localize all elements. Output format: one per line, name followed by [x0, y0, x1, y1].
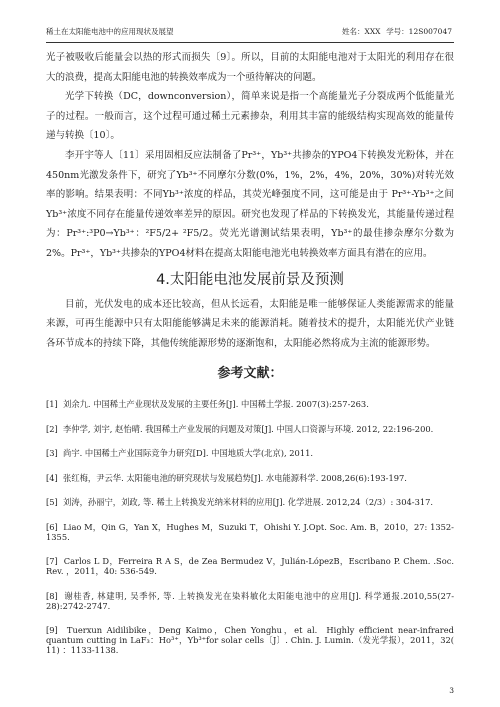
- reference-item: [9] Tuerxun Aidilibike，Deng Kaimo，Chen Yonghu，et al. Highly efficient near-infrared quantum cutting in LaF₃：Ho³⁺，Yb³⁺for solar cells〔J〕. Chin. J. Lumin.（发光学报），2011，32( 11) ：1133-1138.: [46, 625, 454, 656]
- body-paragraph: 李开宇等人〔11〕采用固相反应法制备了Pr³⁺，Yb³⁺共掺杂的YPO4下转换发光粉体，并在450nm光激发条件下，研究了Yb³⁺不同摩尔分数(0%，1%，2%，4%，20%，30%)对转光效率的影响。结果表明：不同Yb³⁺浓度的样品，其荧光峰强度不同，这可能是由于 Pr³⁺-Yb³⁺之间Yb³⁺浓度不同存在能量传递效率差异的原因。研究也发现了样品的下转换发光，其能量传递过程为：Pr³⁺:³P0→Yb³⁺：²F5/2+ ²F5/2。荧光光谱测试结果表明，Yb³⁺的最佳掺杂摩尔分数为2%。Pr³⁺，Yb³⁺共掺杂的YPO4材料在提高太阳能电池光电转换效率方面具有潜在的应用。: [46, 149, 454, 259]
- body-paragraph: 光子被吸收后能量会以热的形式而损失〔9〕。所以，目前的太阳能电池对于太阳光的利用存在很大的浪费，提高太阳能电池的转换效率成为一个亟待解决的问题。: [46, 52, 454, 83]
- reference-item: [6] Liao M，Qin G，Yan X，Hughes M，Suzuki T，Ohishi Y. J.Opt. Soc. Am. B，2010，27: 1352-1355.: [46, 521, 454, 542]
- section-paragraph: 目前，光伏发电的成本还比较高，但从长远看，太阳能是唯一能够保证人类能源需求的能量来源，可再生能源中只有太阳能能够满足未来的能源消耗。随着技术的提升，太阳能光伏产业链各环节成本的持续下降，其他传统能源形势的逐渐饱和，太阳能必然将成为主流的能源形势。: [46, 298, 454, 349]
- reference-item: [2] 李仲学, 刘宇, 赵怡晴. 我国稀土产业发展的问题及对策[J]. 中国人口资源与环境. 2012, 22:196-200.: [46, 423, 434, 434]
- page-number: 3: [449, 686, 454, 695]
- reference-item: [4] 张红梅，尹云华. 太阳能电池的研究现状与发展趋势[J]. 水电能源科学. 2008,26(6):193-197.: [46, 472, 407, 483]
- body-paragraph: 光学下转换（DC，downconversion），简单来说是指一个高能量光子分裂成两个低能量光子的过程。一般而言，这个过程可通过稀土元素掺杂，利用其丰富的能级结构实现高效的能量传递与转换〔10〕。: [46, 91, 454, 142]
- header-author-name: 姓名：XXX: [342, 27, 381, 36]
- page-header: [46, 22, 454, 43]
- reference-item: [3] 尚宇. 中国稀土产业国际竞争力研究[D]. 中国地质大学(北京), 2011.: [46, 448, 314, 459]
- reference-item: [1] 刘余九. 中国稀土产业现状及发展的主要任务[J]. 中国稀土学报. 2007(3):257-263.: [46, 399, 369, 410]
- reference-item: [5] 刘涛，孙丽宁，刘政, 等. 稀土上转换发光纳米材料的应用[J]. 化学进展. 2012,24（2/3）: 304-317.: [46, 497, 434, 508]
- page-body: [46, 48, 454, 670]
- reference-item: [8] 谢桂香, 林建明, 吴季怀, 等. 上转换发光在染料敏化太阳能电池中的应用[J]. 科学通报.2010,55(27-28):2742-2747.: [46, 590, 454, 611]
- section-heading: 4.太阳能电池发展前景及预测: [156, 271, 344, 288]
- header-title: 稀土在太阳能电池中的应用现状及展望: [46, 27, 174, 36]
- references-heading: 参考文献：: [217, 366, 283, 382]
- header-student-id: 学号：12S007047: [386, 27, 452, 36]
- reference-item: [7] Carlos L D，Ferreira R A S，de Zea Bermudez V，Julián-LópezB，Escribano P. Chem. .Soc. Rev. ，2011，40: 536-549.: [46, 556, 454, 577]
- reference-list: [46, 399, 454, 655]
